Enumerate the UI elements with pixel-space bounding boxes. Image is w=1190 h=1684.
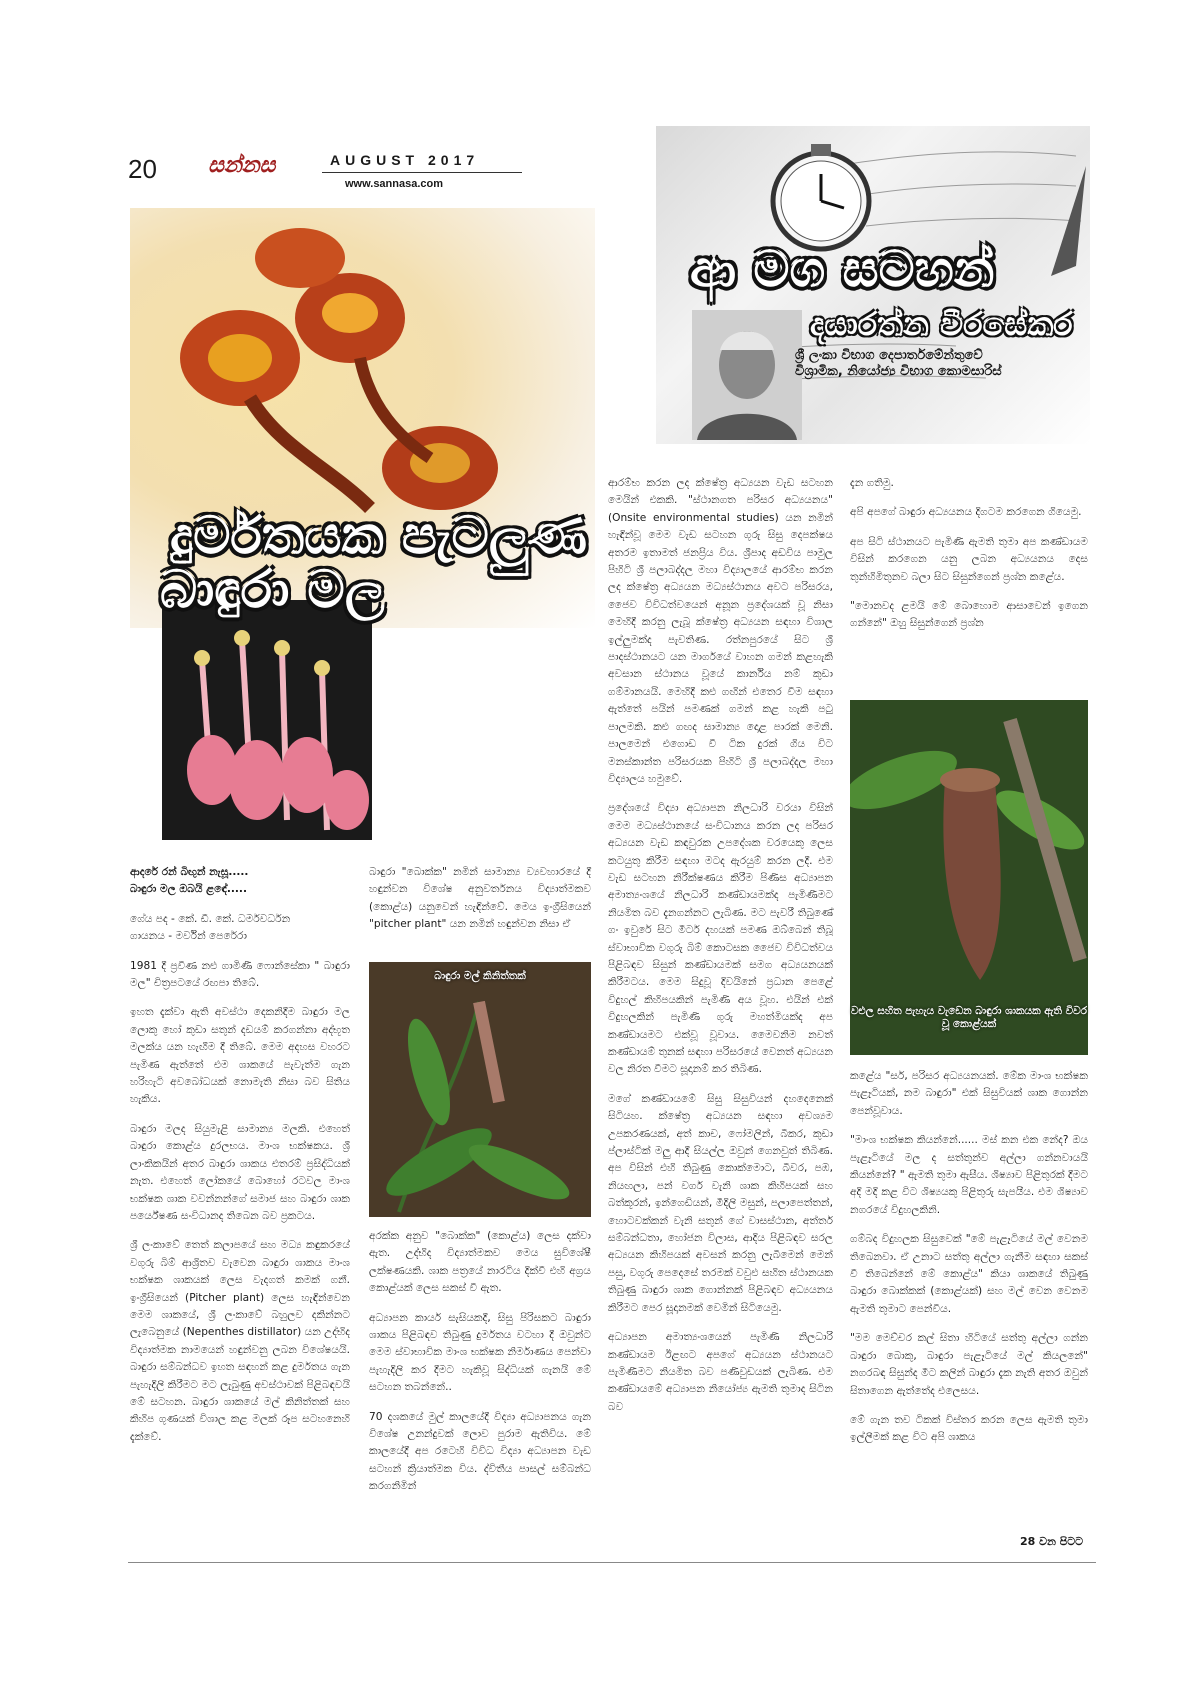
paragraph: "මොනවද ළමයි මේ බොහොම ආසාවෙන් ඉගෙන ගන්නේ" ඔහු සිසුන්ගෙන් ප්‍රශ්න [850,600,1088,630]
paragraph: මගේ කණ්ඩායමේ සිසු සිසුවියන් දහදෙනෙක් සිටියහ. ක්ෂේත්‍ර අධ්‍යයන සඳහා අවශ්‍යම උපකරණයක්, අත් කාච, ෆෝමලින්, බීකර, කුඩා ප්ලාස්ටික් මලු ආදී සියල්ල ඔවුන් ගෙනවුත් තිබිණ. අප විසින් එහි තිබුණු කොක්මොට, බීවර, පඹ, නියඟලා, පන් වර්ග වැනි ශාක කිහිපයක් සහ බත්කූරන්, ඉන්ගෙඩියන්, මීදිලි මසුන්, පලාපෙත්තන්, හොටවක්කන් වැනි සතුන් ගේ වාසස්ථාන, අත්තර් සම්බන්ධතා, හෝජන විලාස, ආදිය පිළිබඳව සරල අධ්‍යයන කිහිපයක් අවසන් කරනු ලැබීමෙන් මෙන් පසු, වගුරු පෙදෙසේ තරමක් වවුළු සහිත ස්ථානයක තිබුණු බාඳුරා ශාක ගොන්නක් පිළිබඳව අධ්‍යයනය කිරීමට පෙර සූදානමක් වෙමින් සිටියෙමු. [608,1092,833,1314]
author-role-line2: විශ්‍රාමික, නියෝජ්‍ය විභාග කොමසාරිස් [795,364,1002,379]
website-link[interactable]: www.sannasa.com [345,178,444,190]
paragraph: අරක්ක අනුව "බොක්ක" (කොළ්ය) ලෙස දක්වා ඇත. උද්භිද විද්‍යාත්මකව මෙය සුවිශේෂී ලක්ෂණයකි. ශාක පත්‍රයේ නාරටිය දික්වී එහි අග්‍රය කොළ්යක් ලෙස සකස් වී ඇත. [369,1230,591,1295]
paragraph: ඉහත දැක්වා ඇති අවස්ථා දෙකනිදීම බාඳුරා මල ලොකු හෝ කුඩා සතුන් දඩයම් කරගන්නා අද්භූත මලක්ය යන හැඟීම දී තිබේ. මෙම අදහස වහරට පැමිණ ඇත්තේ එම ශාකයේ පැවැත්ම ගැන හරිහැටි අවබෝධයක් නොමැති නිසා බව සිතිය හැකිය. [130,1006,350,1106]
flower-spike-photo [369,962,591,1217]
author-portrait [692,310,802,440]
paragraph: බාඳුරා මලද සියුමැළි සාමාන්‍ය මලකි. එහෙත් බාඳුරා කොළ්ය දුරලභය. මාංශ භක්ෂකය. ශ්‍රී ලාංකිකයින් අතර බාඳුරා ශාකය එතරම් ප්‍රසිද්ධියක් නැත. එහෙත් ලෝකයේ බොහෝ රටවල මාංශ භක්ෂක ශාක වවන්නන්ගේ සමාජ සහ බාඳුරා ශාක පර්යේෂණ සංවිධානද තිබෙන බව ප්‍රකටය. [130,1122,350,1222]
paragraph: කළේය "සර්, පරිසර අධ්‍යයනයක්. මේක මාංශ භක්ෂක පැළෑටියක්, නම බාඳුරා" එක් සිසුවියක් ශාක ගොන්න පෙන්වූවාය. [850,1070,1088,1117]
flower-closeup-inset [162,600,372,840]
article-column-4 [850,475,1088,645]
verse-line2: බාඳුරා මල ඔබයි ළඳේ..... [130,883,247,896]
issue-date: AUGUST 2017 [330,152,480,168]
paragraph: බාඳුරා "බොක්ක" නමින් සාමාන්‍ය ව්‍යවහාරයේ දී හඳුන්වන විශේෂ අනුවර්තනය විද්‍යාත්මකව (කොළ්ය) යනුවෙන් හැඳින්වේ. මෙය ඉංග්‍රීසියෙන් "pitcher plant" යන නමින් හඳුන්වන නිසා ඒ [369,866,591,931]
paragraph: ආරම්භ කරන ලද ක්ෂේත්‍ර අධ්‍යයන වැඩ සටහන මෙයින් එකකි. "ස්ථානගත පරිසර අධ්‍යයනය" (Onsite environmental studies) යන නමින් හැඳින්වූ මෙම වැඩ සටහන ගුරු සිසු දෙපක්ෂය අතරම ඉතාමත් ජනප්‍රිය විය. ශ්‍රීපාද අඩවිය පාමුල පිහිටි ශ්‍රී පලාබද්දල මහා විද්‍යාලයේ ආරම්භ කරන ලද ක්ෂේත්‍ර අධ්‍යයන මධ්‍යස්ථානය අවට පරිසරය, ජෛව විවිධත්වයෙන් අනූන ප්‍රදේශයක් වූ නිසා මෙහිදී කරනු ලැබූ ක්ෂේත්‍ර අධ්‍යයන සඳහා විශාල ඉල්ලුමක්ද පැවතිණ. රත්නපුරයේ සිට ශ්‍රී පාදස්ථානයට යන මාර්ගයේ වාහන ගමන් කළහැකි අවසාන ස්ථානය වූයේ කාර්නිය නම් කුඩා ගම්මානයයි. මෙහිදී කළු ගඟින් එතෙර වීම සඳහා ඇත්තේ පයින් පමණක් ගමන් කළ හැකි පටු පාලමකි. කළු ගඟද සාමාන්‍ය දොළ පාරක් මෙනි. පාලමෙන් එගොඩ වී ටික දුරක් ගිය විට මනස්කාන්ත පරිසරයක පිහිටි ශ්‍රී පලාබද්දල මහා විද්‍යාලය හමුවේ. [608,477,833,785]
paragraph: අධ්‍යාපන කාර්ය සැසියකදී, සිසු පිරිසකට බාඳුරා ශාකය පිළිබඳව තිබුණු දුර්මතය වටහා දී ඔවුන්ට මෙම ස්වාභාවික මාංශ භක්ෂක නිර්මාණය පෙන්වා පැහැදිලි කර දීමට හැකිවූ සිද්ධියක් ගැනයි මේ සටහන තබන්නේ.. [369,1311,591,1394]
article-column-1 [130,864,350,1458]
series-title: ආ මග සටහන් [690,240,995,298]
footer-divider [128,1562,1096,1563]
verse-line1: ආදරේ රන් බිඟුන් නැසූ..... [130,866,249,878]
credit-lyrics: ගේය පද - කේ. ඩී. කේ. ධර්මවර්ධන [130,912,291,925]
paragraph: "මම මෙච්චර කල් සිතා හිටියේ සත්තු අල්ලා ගන්න බාඳුරා බොකු, බාඳුරා පැළෑටියේ මල් කියලනේ" නගරබඳ සිසුන්ද මීට කලින් බාඳුරා දැක නැති අතර ඔවුන් සිතාගෙන ඇත්තේද එලෙසය. [850,1332,1088,1397]
paragraph: ශ්‍රී ලංකාවේ තෙත් කලාපයේ සහ මධ්‍ය කඳුකරයේ වගුරු බිම් ආශ්‍රිතව වැවෙන බාඳුරා ශාකය මාංශ භක්ෂක ශාකයක් ලෙස වැදගත් කමක් ගනී. ඉංග්‍රීසියෙන් (Pitcher plant) ලෙස හැඳින්වෙන මෙම ශාකයේ, ශ්‍රී ලංකාවේ බහුලව දකින්නට ලැබෙනුයේ (Nepenthes distillator) යන උද්භිද විද්‍යාත්මක නාමයෙන් හඳුන්වනු ලබන විශේෂයයි. බාඳුරා සම්බන්ධව ඉහත සඳහන් කළ දුර්මතය ගැන පැහැදිලි කිරීමට මට ලැබුණු අවස්ථාවක් පිළිබඳවයි මේ සටහන. බාඳුරා ශාකයේ මල් කිනිත්තක් සහ කිහිප ගුණයක් විශාල කළ මලක් රූප සටහනෙහි දැක්වේ. [130,1239,350,1443]
paragraph: 70 දශකයේ මුල් කාලයේදී විද්‍යා අධ්‍යාපනය ගැන විශේෂ උනන්දුවක් ලොව පුරාම ඇතිවිය. මේ කාලයේදී අප රටෙහි විවිධ විද්‍යා අධ්‍යාපන වැඩ සටහන් ක්‍රියාත්මක විය. ද්විතීය පාසල් සම්බන්ධ කරගනිමින් [369,1410,591,1493]
magazine-logo: සන්නස [208,152,276,178]
headline-line1: දුර්මතයක පැටලුණ [170,506,587,566]
song-credits [130,911,350,946]
credit-singer: ගායනය - මර්වින් පෙරේරා [130,930,247,943]
paragraph: අපි අපගේ බාඳුරා අධ්‍යයනය දිගටම කරගෙන ගියෙමු. [850,506,1082,519]
paragraph: මේ ගැන තව ටිකක් විස්තර කරන ලෙස ඇමති තුමා ඉල්ලීමක් කළ විට අපි ශාකය [850,1413,1088,1444]
article-column-3 [608,475,833,1428]
paragraph: ගම්බද විදුහලක සිසුවෙක් "මේ පැළෑටියේ මල් වෙනම තිබෙනවා. ඒ උනාට සත්තු අල්ලා ගැනීම සඳහා සකස් වී තිබෙන්නේ මේ කොළ්ය" කියා ශාකයේ තිබුණු බාඳුරා බොක්කක් (කොළ්යක්) සහ මල් වෙන වෙනම ඇමති තුමාට පෙන්වීය. [850,1233,1088,1315]
photo-caption: බාඳුරා මල් කිනිත්තක් [434,970,526,982]
pitcher-plant-photo [850,700,1088,1055]
song-verse [130,864,350,899]
author-role [795,348,1002,380]
author-name: දයාරත්න වීරසේකර [810,305,1073,343]
photo-caption: වළුල සහිත පැහැය වැඩෙන බාඳුරා ශාකයක ඇති විවර වූ කොළ්යක් [850,1005,1088,1030]
masthead-divider [322,172,522,173]
paragraph: දැන ගතිමු. [850,477,894,489]
article-column-2-lower [369,1228,591,1508]
headline-line2: බාඳුරා මල [160,560,385,620]
article-column-4-lower [850,1068,1088,1459]
author-role-line1: ශ්‍රී ලංකා විභාග දෙපාර්තමේන්තුවේ [795,348,983,363]
paragraph: අධ්‍යාපන අමාත්‍යංශයෙන් පැමිණි නිලධාරි කණ්ඩායම ඊළඟට අපගේ අධ්‍යයන ස්ථානයට පැමිණීමට නියමිත බව පණිවුඩයක් ලැබිණ. එම කණ්ඩායමේ අධ්‍යාපන නියෝජ්‍ය ඇමති තුමාද සිටින බව [608,1331,833,1413]
paragraph: "මාංශ භක්ෂක කියන්නේ...... මස් කන එක නේද? ඔය පැළෑටියේ මල ද සත්තුන්ව අල්ලා ගන්නවායයි කියන්නේ? " ඇමති තුමා ඇසීය. ශිෂ්‍යාව පිළිතුරක් දීමට අදි මදි කළ විට ශිෂ්‍යයකු පිළිතුරු සැපයීය. එම ශිෂ්‍යාව නගරයේ විදුහලකිනි. [850,1134,1088,1216]
paragraph: අප සිටි ස්ථානයට පැමිණි ඇමති තුමා අප කණ්ඩායම විසින් කරගෙන යනු ලබන අධ්‍යයනය දෙස තුන්හිමිතුනව බලා සිට සිසුන්ගෙන් ප්‍රශ්න කළේය. [850,535,1088,583]
article-column-2 [369,864,591,946]
paragraph: 1981 දී ප්‍රවීණ නළු ගාමිණී ෆොන්සේකා " බාඳුරා මල" චිත්‍රපටයේ රඟපා තිබේ. [130,959,350,990]
paragraph: ප්‍රදේශයේ විද්‍යා අධ්‍යාපන නිලධාරි වරයා විසින් මෙම මධ්‍යස්ථානයේ සංවිධානය කරන ලද පරිසර අධ්‍යයන වැඩ කඳවුරක උපදේශක වරයෙකු ලෙස කටයුතු කිරීම සඳහා මටද ඇරයුම් කරන ලදී. එම වැඩ සටහන නිරීක්ෂණය කිරීම පිණිස අධ්‍යාපන අමාත්‍යංශයේ නිලධාරි කණ්ඩායමක්ද පැමිණීමට නියමිත බව දැනගන්නට ලැබිණ. මට පැවරී තිබුණේ ගං ඉවුරේ සිට මීටර් දහයක් පමණ ඔබ්බෙන් තිබූ ස්වාභාවික වගුරු බිම් කොටසක ජෛව විවිධත්වය පිළිබඳව සිසුන් කණ්ඩායමක් සමග අධ්‍යයනයක් කිරීමටය. මෙම සිදුවූ දිවයිනේ ප්‍රධාන පෙළේ විදුහල් කිහිපයකින් පැමිණි අය වූහ. එයින් එක් විදුහලකින් පැමිණි ගුරු මහත්මියක්ද අප කණ්ඩායමට එක්වූ වූවාය. මෛවනිම නවත් කණ්ඩායම් තුනක් සඳහා පරිසරයේ වෙනත් අධ්‍යයන වල නිරත වීමට සූදානම් කර තිබිණ. [608,802,833,1076]
page-number: 20 [128,154,157,184]
continued-on-page[interactable]: 28 වන පිටට [1020,1535,1084,1548]
